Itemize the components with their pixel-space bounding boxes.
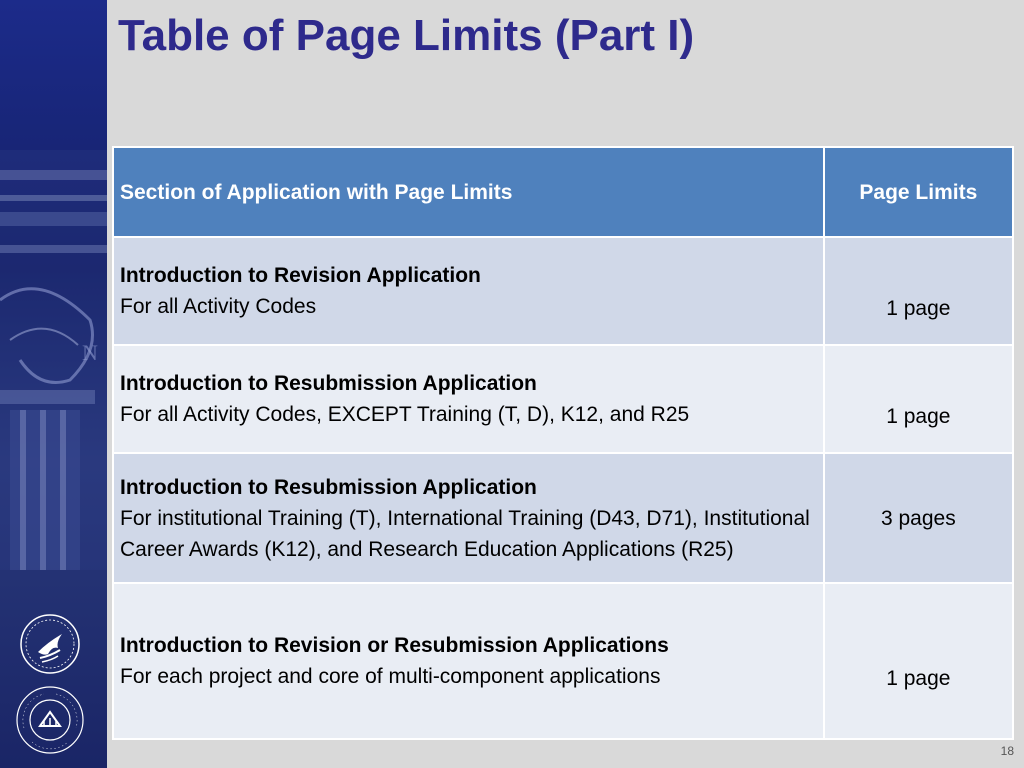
section-title: Introduction to Revision or Resubmission Applications [120,634,669,657]
table-row [113,345,1013,453]
table-row [113,583,1013,739]
table-row [113,453,1013,583]
slide-title: Table of Page Limits (Part I) [118,11,695,60]
page-limit-cell: 1 page [824,345,1013,453]
section-subtitle: For all Activity Codes [120,295,317,318]
nih-seal-logo-icon [14,684,86,756]
section-title: Introduction to Revision Application [120,264,481,287]
header-section: Section of Application with Page Limits [113,147,824,237]
section-title: Introduction to Resubmission Application [120,372,537,395]
section-cell [113,583,824,739]
hhs-eagle-logo-icon [18,612,82,676]
page-limit-cell: 3 pages [824,453,1013,583]
section-cell [113,345,824,453]
table-header-row [113,147,1013,237]
sidebar-decoration [0,0,107,768]
section-subtitle: For all Activity Codes, EXCEPT Training (T, D), K12, and R25 [120,403,690,426]
page-limit-cell: 1 page [824,237,1013,345]
header-page-limits: Page Limits [824,147,1013,237]
building-column-image [0,150,107,570]
svg-text:N: N [82,340,98,365]
section-subtitle: For each project and core of multi-component applications [120,665,661,688]
page-limit-cell: 1 page [824,583,1013,739]
table-row [113,237,1013,345]
section-cell [113,453,824,583]
section-subtitle: For institutional Training (T), International Training (D43, D71), Institutional Career Awards (K12), and Research Education Applications (R25) [120,506,810,561]
page-limits-table [112,146,1014,740]
section-cell [113,237,824,345]
slide-number: 18 [1000,744,1014,758]
section-title: Introduction to Resubmission Application [120,475,537,499]
